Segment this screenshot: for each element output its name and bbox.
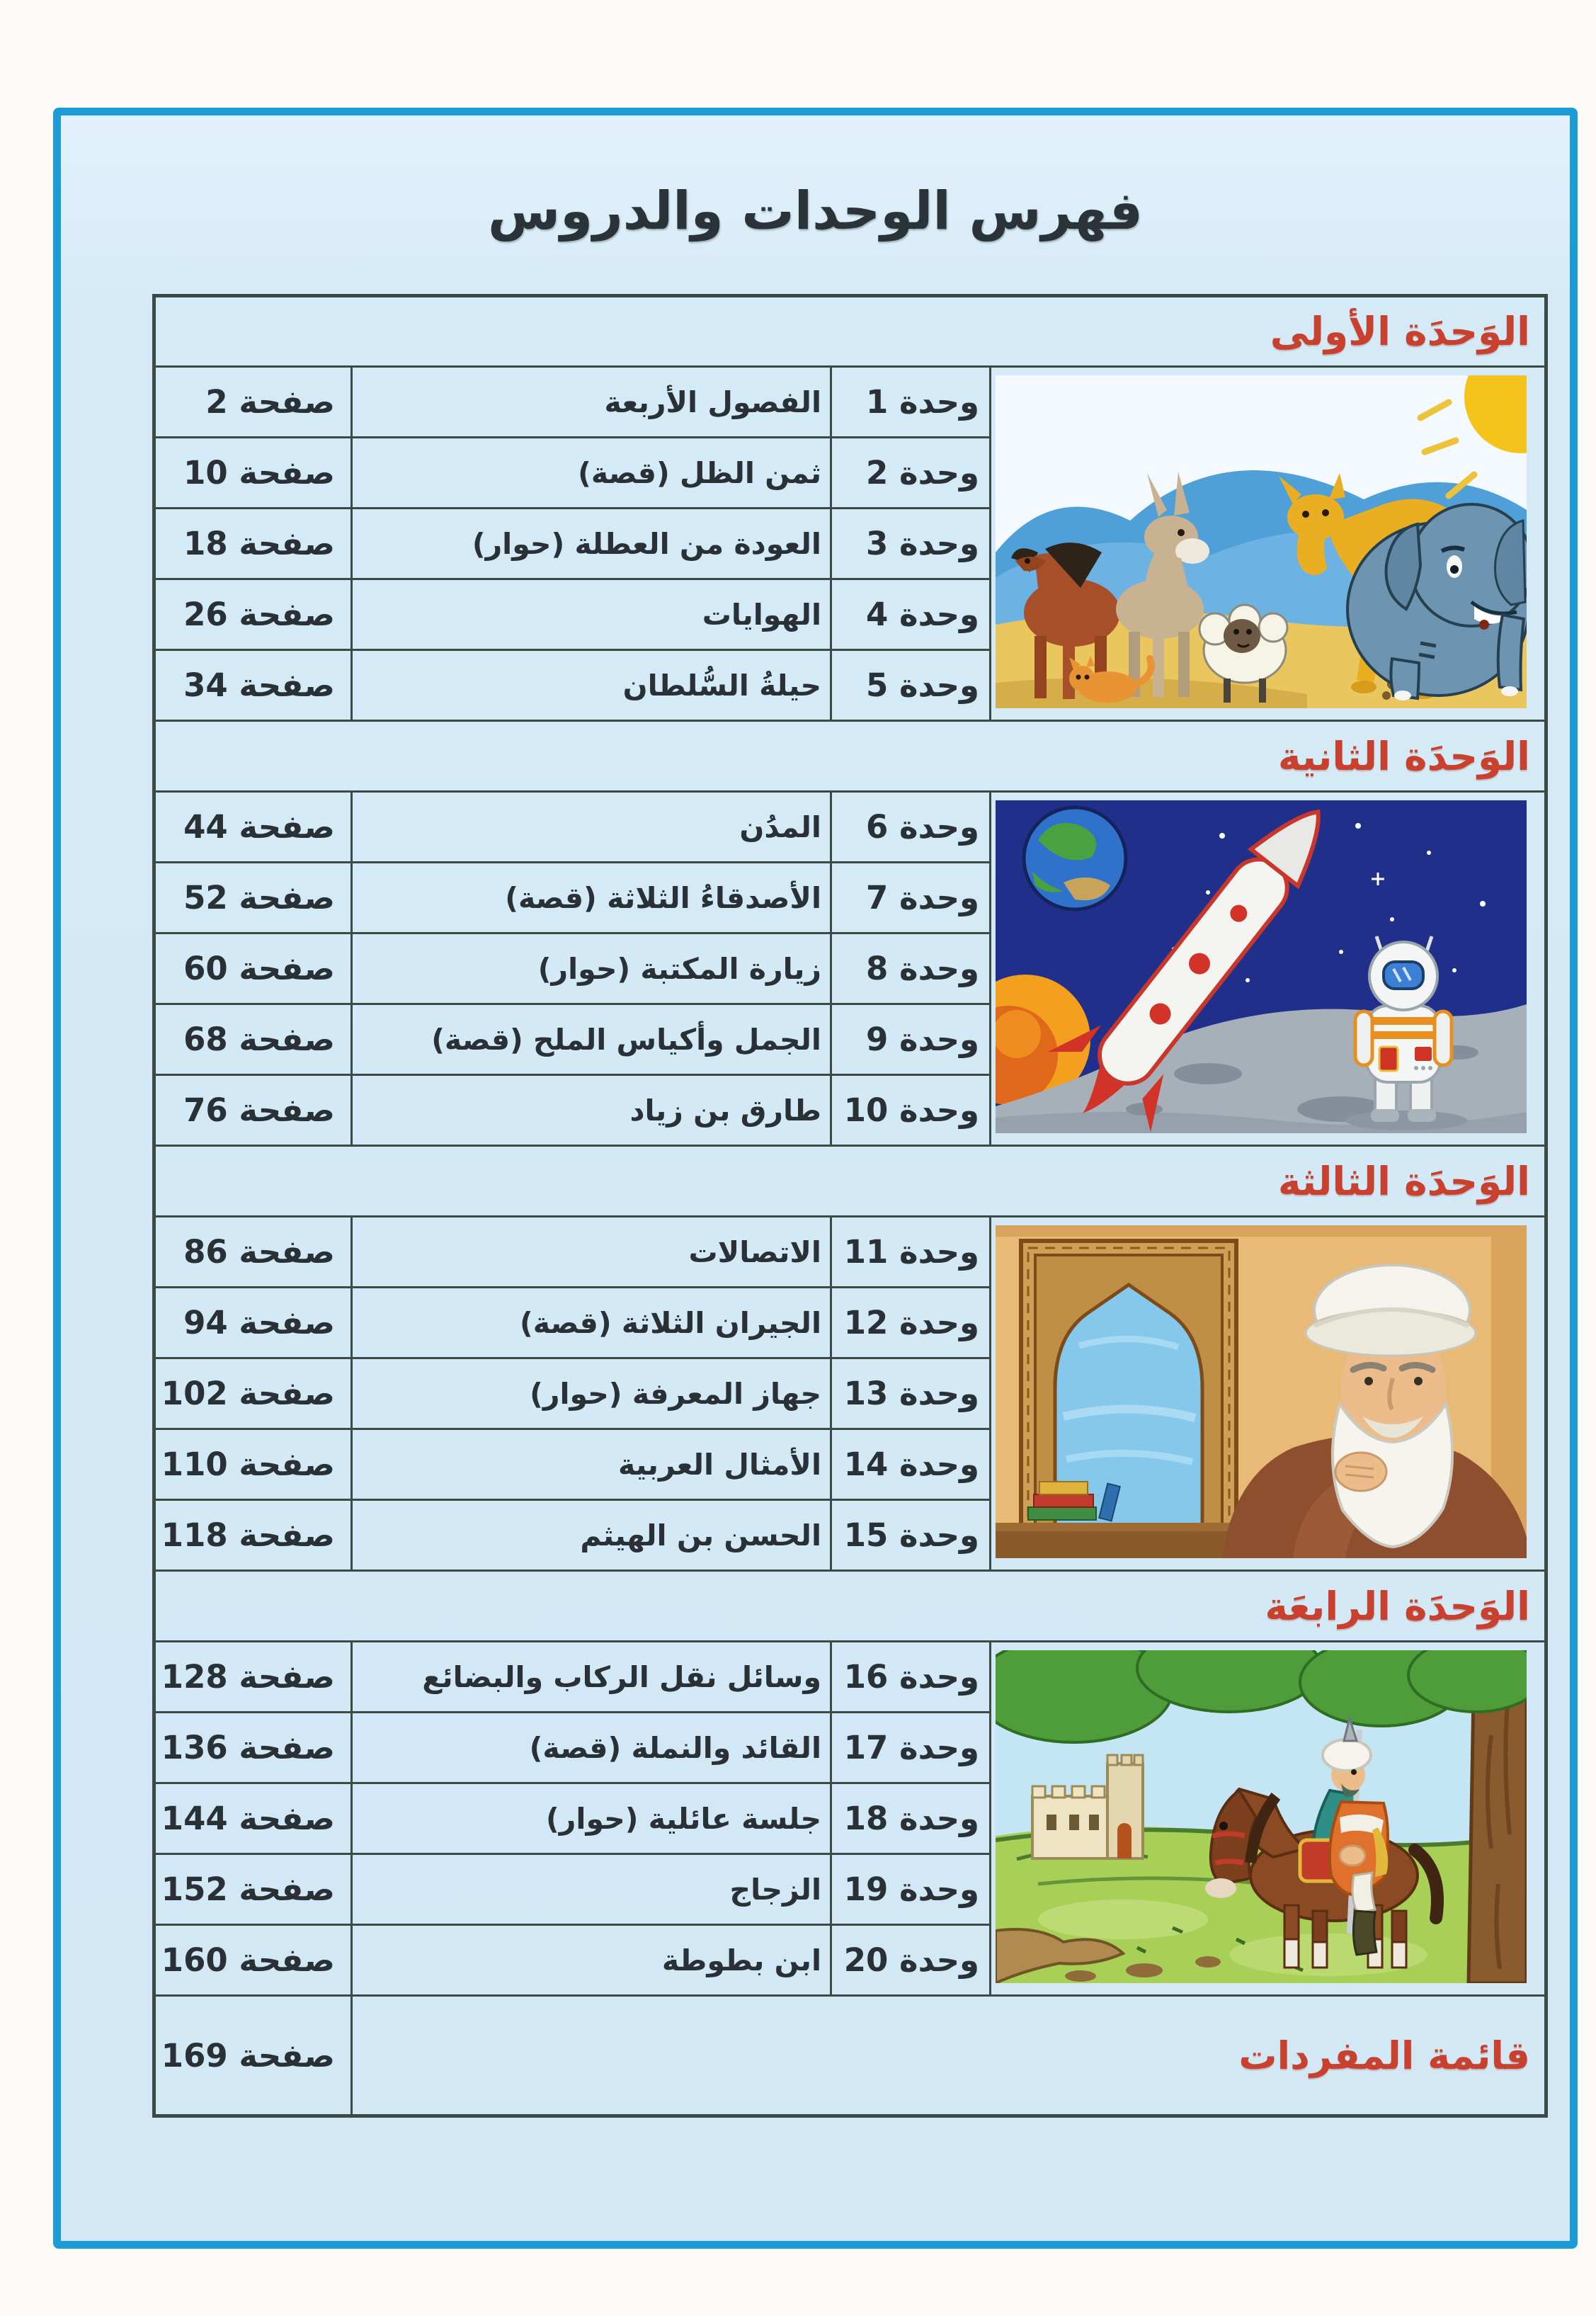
lesson-title-cell: الجمل وأكياس الملح (قصة) [352,1004,831,1075]
lesson-title-cell: طارق بن زياد [352,1075,831,1146]
lesson-title-cell: الفصول الأربعة [352,367,831,438]
lesson-title-cell: المدُن [352,792,831,863]
section-header-row [154,1571,1546,1642]
animals-desert-illustration [996,375,1527,708]
lesson-title-cell: جهاز المعرفة (حوار) [352,1358,831,1429]
lesson-title-cell: الهوايات [352,579,831,650]
books-icon [1028,1482,1120,1521]
table-row [154,367,1546,438]
lesson-title-cell: الحسن بن الهيثم [352,1500,831,1571]
lesson-title-cell: العودة من العطلة (حوار) [352,509,831,579]
page-number-cell: صفحة 144 [154,1783,352,1854]
table-of-contents [152,294,1548,2118]
unit-number-cell: وحدة 6 [831,792,991,863]
page-number-cell: صفحة 160 [154,1925,352,1996]
page-number-cell: صفحة 60 [154,933,352,1004]
unit4-illustration-cell [991,1642,1546,1996]
unit-number-cell: وحدة 16 [831,1642,991,1713]
section-header-row [154,721,1546,792]
page-number-cell: صفحة 44 [154,792,352,863]
page-number-cell: صفحة 2 [154,367,352,438]
table-row [154,1217,1546,1288]
lesson-title-cell: ابن بطوطة [352,1925,831,1996]
unit2-illustration-cell [991,792,1546,1146]
page-number-cell: صفحة 118 [154,1500,352,1571]
page-number-cell: صفحة 18 [154,509,352,579]
unit-number-cell: وحدة 19 [831,1854,991,1925]
table-row [154,1642,1546,1713]
unit-number-cell: وحدة 17 [831,1713,991,1783]
unit-number-cell: وحدة 4 [831,579,991,650]
lesson-title-cell: ثمن الظل (قصة) [352,438,831,509]
page-number-cell: صفحة 102 [154,1358,352,1429]
page-number-cell: صفحة 136 [154,1713,352,1783]
section-header-row [154,296,1546,367]
lesson-title-cell: زيارة المكتبة (حوار) [352,933,831,1004]
unit-number-cell: وحدة 9 [831,1004,991,1075]
unit-number-cell: وحدة 20 [831,1925,991,1996]
section-4-header: الوَحدَة الرابعَة [154,1571,1546,1642]
page-title: فهرس الوحدات والدروس [488,181,1143,242]
page-number-cell: صفحة 94 [154,1288,352,1358]
page-number-cell: صفحة 110 [154,1429,352,1500]
unit-number-cell: وحدة 3 [831,509,991,579]
lesson-title-cell: الاتصالات [352,1217,831,1288]
page-number-cell: صفحة 34 [154,650,352,721]
page-number-cell: صفحة 26 [154,579,352,650]
lesson-title-cell: الأمثال العربية [352,1429,831,1500]
unit-number-cell: وحدة 13 [831,1358,991,1429]
unit-number-cell: وحدة 15 [831,1500,991,1571]
unit-number-cell: وحدة 10 [831,1075,991,1146]
rider-horse-castle-illustration [996,1650,1527,1983]
earth-icon [1024,807,1126,909]
unit-number-cell: وحدة 2 [831,438,991,509]
units-lessons-table [152,294,1548,2118]
lesson-title-cell: القائد والنملة (قصة) [352,1713,831,1783]
unit-number-cell: وحدة 8 [831,933,991,1004]
lesson-title-cell: وسائل نقل الركاب والبضائع [352,1642,831,1713]
page-number-cell: صفحة 128 [154,1642,352,1713]
unit-number-cell: وحدة 18 [831,1783,991,1854]
blue-page-frame [53,108,1578,2249]
section-2-header: الوَحدَة الثانية [154,721,1546,792]
vocab-list-row [154,1996,1546,2116]
section-3-header: الوَحدَة الثالثة [154,1146,1546,1217]
old-scholar-illustration [996,1225,1527,1558]
unit1-illustration-cell [991,367,1546,721]
page-number-cell: صفحة 152 [154,1854,352,1925]
lesson-title-cell: الجيران الثلاثة (قصة) [352,1288,831,1358]
page-number-cell: صفحة 68 [154,1004,352,1075]
page-number-cell: صفحة 76 [154,1075,352,1146]
unit-number-cell: وحدة 12 [831,1288,991,1358]
unit3-illustration-cell [991,1217,1546,1571]
space-rocket-astronaut-illustration [996,800,1527,1133]
section-header-row [154,1146,1546,1217]
page-number-cell: صفحة 169 [154,1996,352,2116]
unit-number-cell: وحدة 14 [831,1429,991,1500]
unit-number-cell: وحدة 11 [831,1217,991,1288]
unit-number-cell: وحدة 7 [831,863,991,933]
section-1-header: الوَحدَة الأولى [154,296,1546,367]
page-number-cell: صفحة 10 [154,438,352,509]
lesson-title-cell: جلسة عائلية (حوار) [352,1783,831,1854]
page-number-cell: صفحة 86 [154,1217,352,1288]
lesson-title-cell: الزجاج [352,1854,831,1925]
lesson-title-cell: الأصدقاءُ الثلاثة (قصة) [352,863,831,933]
unit-number-cell: وحدة 1 [831,367,991,438]
table-row [154,792,1546,863]
vocab-list-label: قائمة المفردات [352,1996,1546,2116]
page-number-cell: صفحة 52 [154,863,352,933]
lesson-title-cell: حيلةُ السُّلطان [352,650,831,721]
unit-number-cell: وحدة 5 [831,650,991,721]
